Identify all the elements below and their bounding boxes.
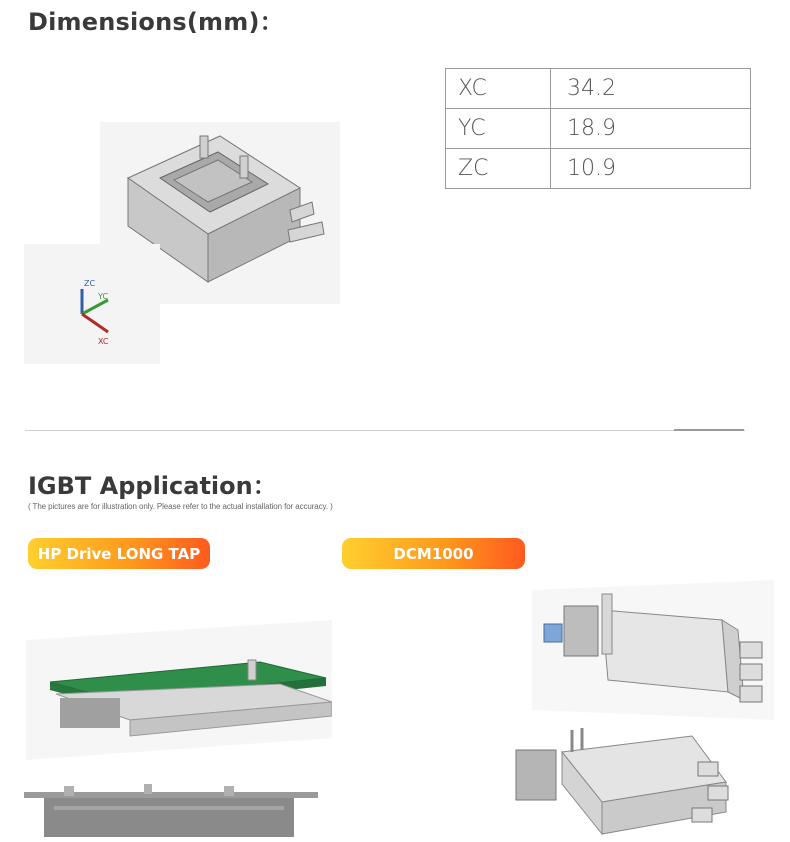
- dim-value: 34.2: [551, 69, 751, 109]
- illustration-note: ( The pictures are for illustration only. Please refer to the actual installation for accuracy. ): [28, 502, 333, 511]
- dcm1000-image-top: [532, 580, 774, 720]
- section-divider: [25, 430, 745, 431]
- axis-label-y: YC: [98, 292, 109, 301]
- hp-drive-image-bottom: [24, 782, 318, 837]
- axis-label-x: XC: [98, 337, 109, 346]
- table-row: [446, 69, 751, 109]
- hp-drive-drawing-top: [20, 620, 332, 760]
- dcm1000-drawing-top: [532, 580, 774, 720]
- dcm1000-drawing-bottom: [512, 722, 744, 837]
- dim-axis: ZC: [446, 149, 551, 189]
- axis-label-z: ZC: [84, 279, 96, 288]
- dim-axis: YC: [446, 109, 551, 149]
- axis-triad: [24, 244, 160, 364]
- dcm1000-image-bottom: [512, 722, 744, 837]
- dimensions-title: Dimensions(mm)：: [28, 8, 284, 36]
- table-row: [446, 109, 751, 149]
- dim-axis: XC: [446, 69, 551, 109]
- dim-value: 10.9: [551, 149, 751, 189]
- table-row: [446, 149, 751, 189]
- hp-drive-image-top: [20, 620, 332, 760]
- hp-drive-drawing-bottom: [24, 782, 318, 837]
- tag-dcm1000: DCM1000: [342, 538, 525, 569]
- section-divider-accent: [674, 429, 744, 431]
- dimensions-table: [445, 68, 751, 189]
- axis-triad-drawing: [24, 244, 160, 364]
- tag-hp-drive-long-tap: HP Drive LONG TAP: [28, 538, 210, 569]
- application-title: IGBT Application：: [28, 472, 277, 500]
- dim-value: 18.9: [551, 109, 751, 149]
